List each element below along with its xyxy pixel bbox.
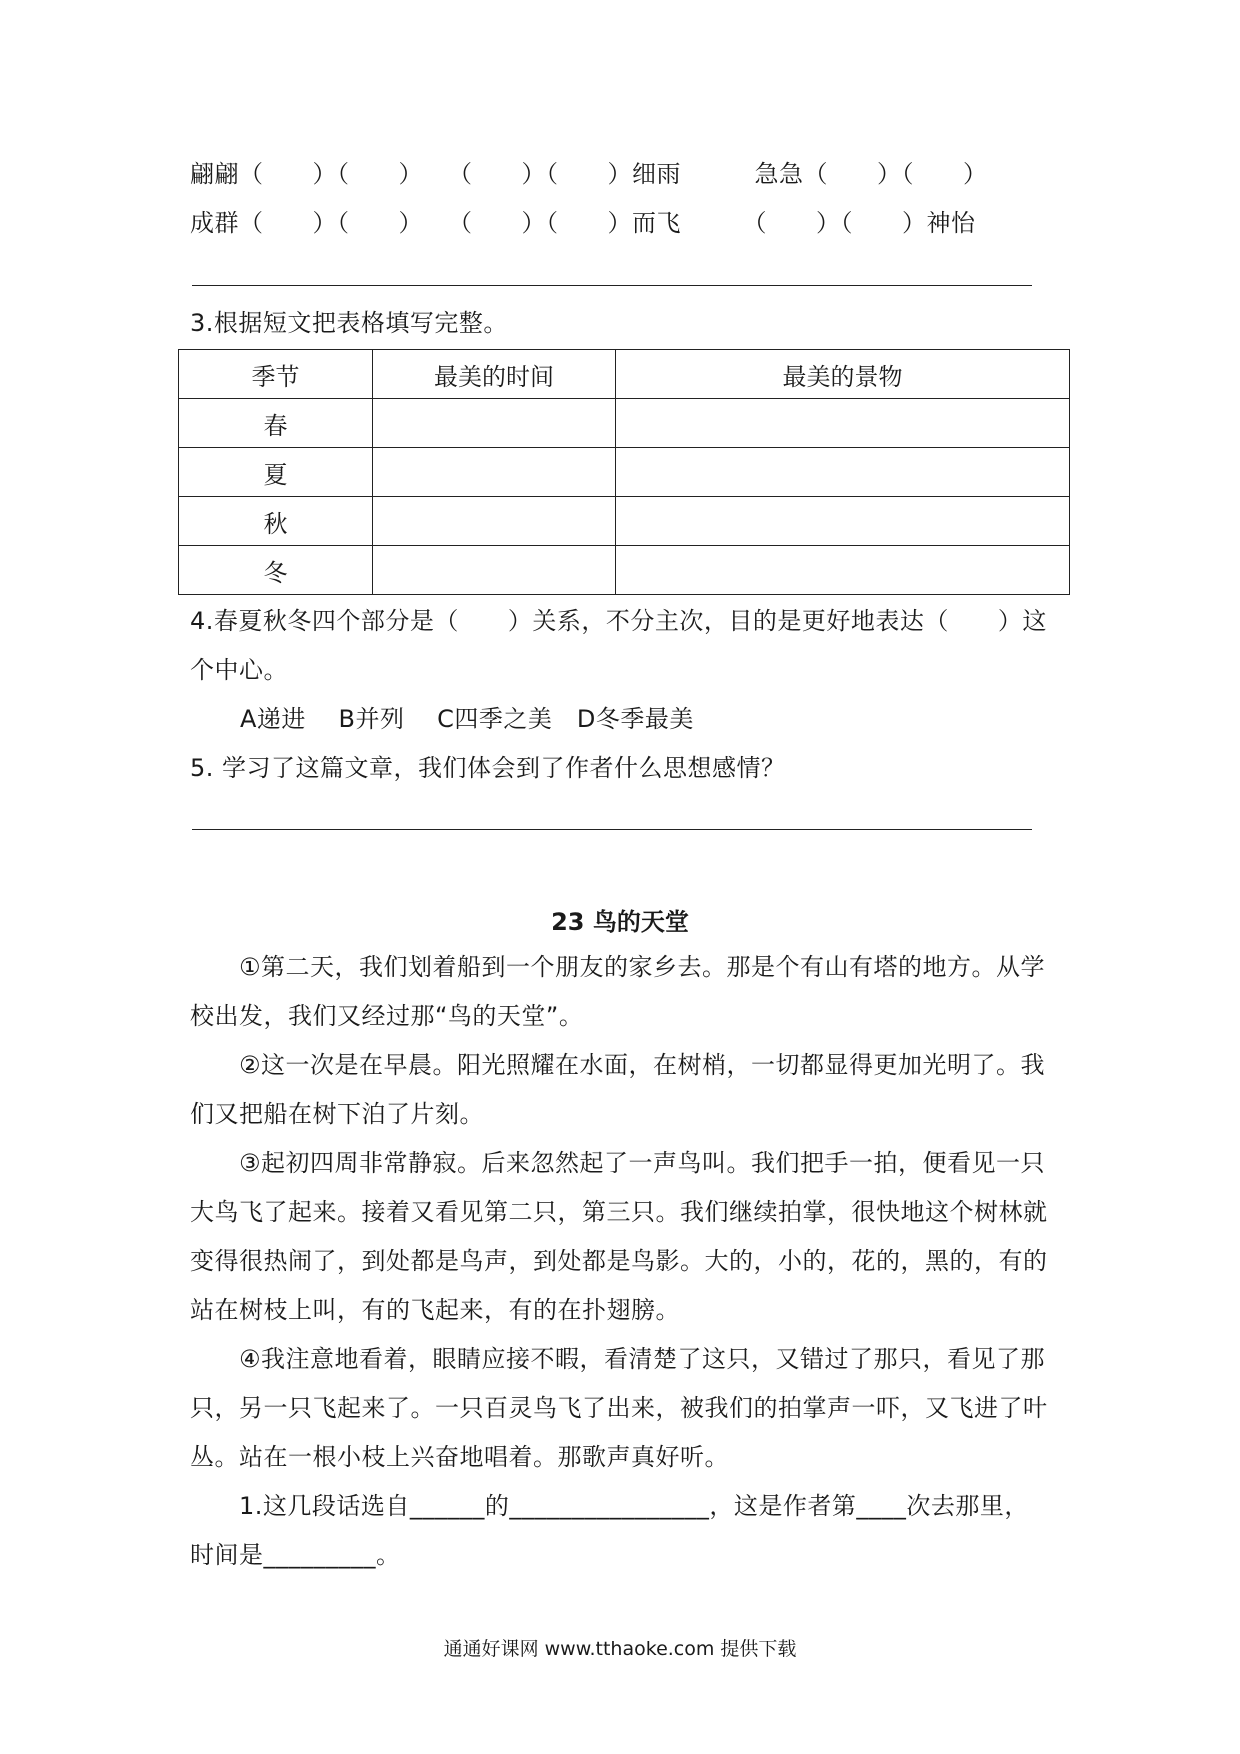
- answer-cell[interactable]: [373, 448, 616, 497]
- season-summer: 夏: [179, 448, 373, 497]
- question-4-options: A递进 B并列 C四季之美 D冬季最美: [240, 705, 694, 733]
- paragraph-line: 变得很热闹了，到处都是鸟声，到处都是鸟影。大的，小的，花的，黑的，有的: [190, 1247, 1048, 1275]
- paragraph-line: ③起初四周非常静寂。后来忽然起了一声鸟叫。我们把手一拍，便看见一只: [190, 1149, 1046, 1177]
- footer-credit: 通通好课网 www.tthaoke.com 提供下载: [443, 1638, 797, 1660]
- header-time: 最美的时间: [373, 350, 616, 399]
- paragraph-line: 校出发，我们又经过那“鸟的天堂”。: [190, 1002, 584, 1030]
- answer-cell[interactable]: [373, 546, 616, 595]
- table-row: [179, 546, 1070, 595]
- question-1-line-1: 1.这几段话选自______的________________，这是作者第____次去那里，: [190, 1492, 1029, 1520]
- season-spring: 春: [179, 399, 373, 448]
- answer-cell[interactable]: [373, 399, 616, 448]
- paragraph-line: 丛。站在一根小枝上兴奋地唱着。那歌声真好听。: [190, 1443, 729, 1471]
- season-table: [178, 349, 1070, 595]
- header-scenery: 最美的景物: [616, 350, 1070, 399]
- answer-cell[interactable]: [616, 399, 1070, 448]
- question-1-line-2: 时间是_________。: [190, 1541, 401, 1569]
- season-autumn: 秋: [179, 497, 373, 546]
- answer-cell[interactable]: [616, 448, 1070, 497]
- paragraph-line: 大鸟飞了起来。接着又看见第二只，第三只。我们继续拍掌，很快地这个树林就: [190, 1198, 1048, 1226]
- fill-row-2: 成群（ ）（ ） （ ）（ ）而飞 （ ）（ ）神怡: [190, 209, 976, 237]
- question-5: 5. 学习了这篇文章，我们体会到了作者什么思想感情？: [190, 754, 786, 782]
- header-season: 季节: [179, 350, 373, 399]
- table-row: [179, 399, 1070, 448]
- question-3: 3.根据短文把表格填写完整。: [190, 309, 508, 337]
- table-row: [179, 497, 1070, 546]
- answer-rule-2: [192, 829, 1032, 830]
- fill-row-1: 翩翩（ ）（ ） （ ）（ ）细雨 急急（ ）（ ）: [190, 160, 988, 188]
- question-4-line-2: 个中心。: [190, 656, 288, 684]
- table-header-row: [179, 350, 1070, 399]
- question-4-line-1: 4.春夏秋冬四个部分是（ ）关系，不分主次，目的是更好地表达（ ）这: [190, 607, 1047, 635]
- answer-rule-1: [192, 285, 1032, 286]
- paragraph-line: ②这一次是在早晨。阳光照耀在水面，在树梢，一切都显得更加光明了。我: [190, 1051, 1046, 1079]
- paragraph-line: 们又把船在树下泊了片刻。: [190, 1100, 484, 1128]
- paragraph-line: ④我注意地看着，眼睛应接不暇，看清楚了这只，又错过了那只，看见了那: [190, 1345, 1046, 1373]
- paragraph-line: 站在树枝上叫，有的飞起来，有的在扑翅膀。: [190, 1296, 680, 1324]
- passage-title: 23 鸟的天堂: [551, 908, 689, 936]
- paragraph-line: ①第二天，我们划着船到一个朋友的家乡去。那是个有山有塔的地方。从学: [190, 953, 1046, 981]
- answer-cell[interactable]: [616, 497, 1070, 546]
- answer-cell[interactable]: [616, 546, 1070, 595]
- table-row: [179, 448, 1070, 497]
- season-winter: 冬: [179, 546, 373, 595]
- paragraph-line: 只，另一只飞起来了。一只百灵鸟飞了出来，被我们的拍掌声一吓，又飞进了叶: [190, 1394, 1048, 1422]
- answer-cell[interactable]: [373, 497, 616, 546]
